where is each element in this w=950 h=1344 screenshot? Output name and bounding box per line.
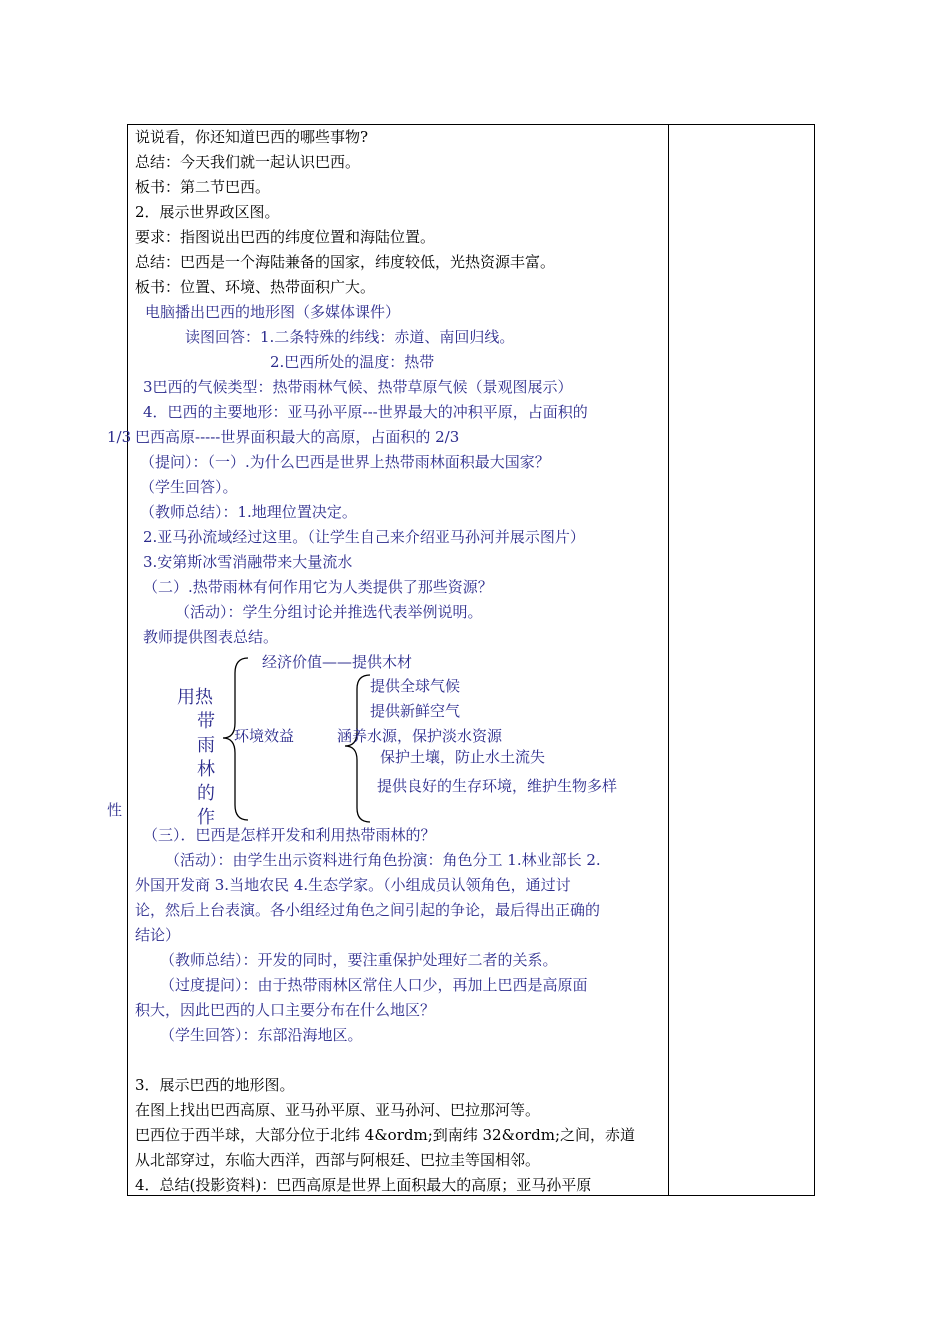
text-line: 教师提供图表总结。 bbox=[143, 628, 279, 646]
text-line: 巴西高原-----世界面积最大的高原，占面积的 2/3 bbox=[135, 428, 460, 446]
text-line: 要求：指图说出巴西的纬度位置和海陆位置。 bbox=[135, 228, 436, 246]
text-line: 结论） bbox=[135, 926, 181, 944]
text-line: 从北部穿过，东临大西洋，西部与阿根廷、巴拉圭等国相邻。 bbox=[135, 1151, 541, 1169]
text-line: 读图回答：1.二条特殊的纬线：赤道、南回归线。 bbox=[185, 328, 515, 346]
text-line: （过度提问）：由于热带雨林区常住人口少，再加上巴西是高原面 bbox=[160, 976, 588, 994]
margin-char: 性 bbox=[107, 801, 123, 819]
text-line: 说说看，你还知道巴西的哪些事物? bbox=[135, 128, 369, 146]
text-line: 总结：今天我们就一起认识巴西。 bbox=[135, 153, 361, 171]
text-line: （二）.热带雨林有何作用它为人类提供了那些资源？ bbox=[143, 578, 493, 596]
right-brace bbox=[335, 672, 375, 828]
diagram-title-char: 林 bbox=[197, 759, 215, 780]
text-line: 外国开发商 3.当地农民 4.生态学家。（小组成员认领角色，通过讨 bbox=[135, 876, 571, 894]
text-line: 电脑播出巴西的地形图（多媒体课件） bbox=[145, 303, 401, 321]
env-item: 保护土壤，防止水土流失 bbox=[380, 748, 546, 766]
economic-value: 经济价值——提供木材 bbox=[262, 653, 413, 671]
text-line: （学生回答）。 bbox=[140, 478, 238, 496]
env-item: 提供良好的生存环境，维护生物多样 bbox=[377, 777, 618, 795]
text-line: （学生回答）：东部沿海地区。 bbox=[160, 1026, 363, 1044]
environment-benefit: 环境效益 bbox=[234, 727, 295, 745]
diagram-title-char: 的 bbox=[197, 783, 215, 804]
text-line: 板书：第二节巴西。 bbox=[135, 178, 271, 196]
text-line: 3.安第斯冰雪消融带来大量流水 bbox=[143, 553, 353, 571]
text-line: （活动）：由学生出示资料进行角色扮演：角色分工 1.林业部长 2. bbox=[165, 851, 601, 869]
env-item: 涵养水源，保护淡水资源 bbox=[337, 727, 503, 745]
text-line: 总结：巴西是一个海陆兼备的国家，纬度较低，光热资源丰富。 bbox=[135, 253, 556, 271]
text-line: （三）．巴西是怎样开发和利用热带雨林的？ bbox=[143, 826, 436, 844]
diagram-title-char: 带 bbox=[197, 711, 215, 732]
text-line: 积大，因此巴西的人口主要分布在什么地区？ bbox=[135, 1001, 436, 1019]
table-column-divider bbox=[668, 124, 669, 1196]
text-line: （活动）：学生分组讨论并推选代表举例说明。 bbox=[175, 603, 483, 621]
text-line: （教师总结）：1.地理位置决定。 bbox=[140, 503, 357, 521]
env-item: 提供全球气候 bbox=[370, 677, 461, 695]
text-line: 2．展示世界政区图。 bbox=[135, 203, 280, 221]
diagram-title-char: 雨 bbox=[197, 735, 215, 756]
text-line: 2.亚马孙流域经过这里。（让学生自己来介绍亚马孙河并展示图片） bbox=[143, 528, 585, 546]
text-line: 3巴西的气候类型：热带雨林气候、热带草原气候（景观图展示） bbox=[143, 378, 573, 396]
text-line: 在图上找出巴西高原、亚马孙平原、亚马孙河、巴拉那河等。 bbox=[135, 1101, 541, 1119]
text-line: 巴西位于西半球，大部分位于北纬 4&ordm;到南纬 32&ordm;之间，赤道 bbox=[135, 1126, 636, 1144]
text-line: 论，然后上台表演。各小组经过角色之间引起的争论，最后得出正确的 bbox=[135, 901, 601, 919]
diagram-title-char: 作 bbox=[197, 807, 215, 828]
text-line: 4．总结(投影资料)：巴西高原是世界上面积最大的高原；亚马孙平原 bbox=[135, 1176, 592, 1194]
text-line: 1/3 bbox=[107, 428, 132, 446]
text-line: 4．巴西的主要地形：亚马孙平原---世界最大的冲积平原，占面积的 bbox=[143, 403, 588, 421]
text-line: 3．展示巴西的地形图。 bbox=[135, 1076, 295, 1094]
text-line: （教师总结）：开发的同时，要注重保护处理好二者的关系。 bbox=[160, 951, 558, 969]
text-line: 板书：位置、环境、热带面积广大。 bbox=[135, 278, 376, 296]
text-line: （提问）：（一）.为什么巴西是世界上热带雨林面积最大国家？ bbox=[140, 453, 550, 471]
env-item: 提供新鲜空气 bbox=[370, 702, 461, 720]
text-line: 2.巴西所处的温度：热带 bbox=[270, 353, 435, 371]
diagram-title-char: 用热 bbox=[177, 687, 213, 708]
